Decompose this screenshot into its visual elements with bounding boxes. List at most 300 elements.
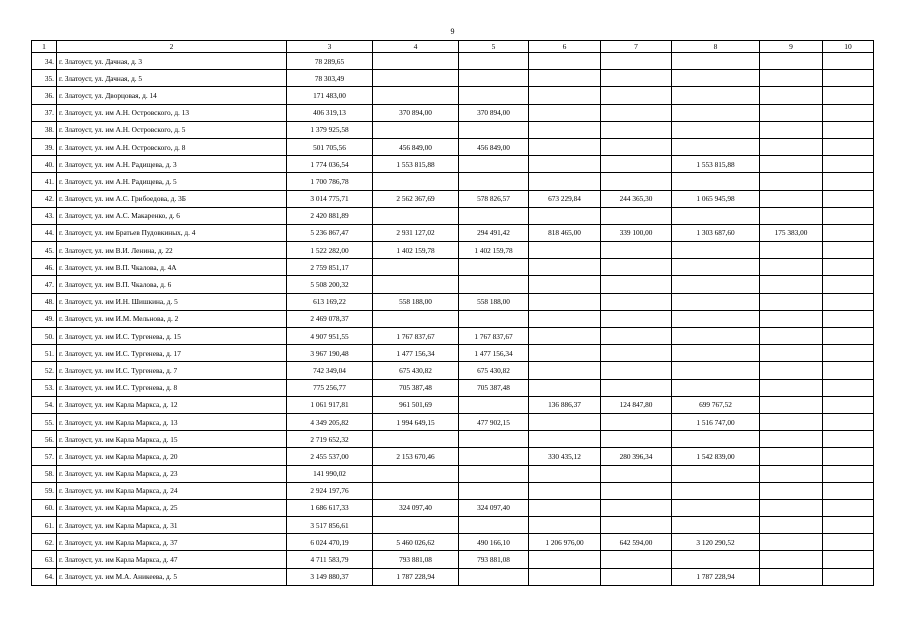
- value-cell: [529, 276, 601, 293]
- table-row: [32, 156, 874, 173]
- value-cell: 324 097,40: [373, 499, 459, 516]
- table-row: [32, 259, 874, 276]
- value-cell: [601, 293, 672, 310]
- value-cell: [529, 156, 601, 173]
- value-cell: [529, 207, 601, 224]
- value-cell: [760, 534, 823, 551]
- table-row: [32, 104, 874, 121]
- value-cell: [760, 242, 823, 259]
- value-cell: [529, 328, 601, 345]
- table-row: [32, 310, 874, 327]
- row-number-cell: 44.: [32, 224, 57, 241]
- value-cell: [760, 190, 823, 207]
- row-number-cell: 47.: [32, 276, 57, 293]
- value-cell: [672, 138, 760, 155]
- value-cell: [672, 310, 760, 327]
- table-row: [32, 138, 874, 155]
- row-number-cell: 63.: [32, 551, 57, 568]
- value-cell: [459, 87, 529, 104]
- value-cell: [459, 431, 529, 448]
- value-cell: 818 465,00: [529, 224, 601, 241]
- address-cell: г. Златоуст, ул. им И.С. Тургенева, д. 8: [57, 379, 287, 396]
- value-cell: [601, 87, 672, 104]
- value-cell: [672, 465, 760, 482]
- value-cell: [672, 121, 760, 138]
- value-cell: [672, 551, 760, 568]
- table-row: [32, 70, 874, 87]
- address-cell: г. Златоуст, ул. им И.Н. Шишкина, д. 5: [57, 293, 287, 310]
- value-cell: [760, 53, 823, 70]
- row-number-cell: 61.: [32, 517, 57, 534]
- value-cell: [373, 207, 459, 224]
- page-number: 9: [450, 27, 455, 36]
- value-cell: 558 188,00: [373, 293, 459, 310]
- value-cell: 705 387,48: [459, 379, 529, 396]
- value-cell: [823, 568, 874, 585]
- value-cell: 490 166,10: [459, 534, 529, 551]
- value-cell: [760, 207, 823, 224]
- value-cell: 3 967 190,48: [287, 345, 373, 362]
- value-cell: [601, 328, 672, 345]
- table-row: [32, 396, 874, 413]
- address-cell: г. Златоуст, ул. им И.С. Тургенева, д. 15: [57, 328, 287, 345]
- value-cell: 456 849,00: [459, 138, 529, 155]
- value-cell: [373, 121, 459, 138]
- address-cell: г. Златоуст, ул. им Карла Маркса, д. 12: [57, 396, 287, 413]
- value-cell: 961 501,69: [373, 396, 459, 413]
- address-cell: г. Златоуст, ул. Дворцовая, д. 14: [57, 87, 287, 104]
- value-cell: 642 594,00: [601, 534, 672, 551]
- value-cell: [601, 70, 672, 87]
- value-cell: [672, 431, 760, 448]
- value-cell: [823, 499, 874, 516]
- value-cell: 1 065 945,98: [672, 190, 760, 207]
- value-cell: 775 256,77: [287, 379, 373, 396]
- table-row: [32, 207, 874, 224]
- value-cell: 175 383,00: [760, 224, 823, 241]
- value-cell: [373, 276, 459, 293]
- value-cell: [373, 310, 459, 327]
- column-header-5: 5: [459, 41, 529, 53]
- value-cell: [760, 156, 823, 173]
- value-cell: [459, 396, 529, 413]
- value-cell: 699 767,52: [672, 396, 760, 413]
- value-cell: 330 435,12: [529, 448, 601, 465]
- value-cell: [459, 259, 529, 276]
- address-cell: г. Златоуст, ул. Дачная, д. 5: [57, 70, 287, 87]
- address-cell: г. Златоуст, ул. им И.С. Тургенева, д. 17: [57, 345, 287, 362]
- value-cell: [672, 104, 760, 121]
- value-cell: [601, 482, 672, 499]
- value-cell: [672, 259, 760, 276]
- address-cell: г. Златоуст, ул. им В.П. Чкалова, д. 6: [57, 276, 287, 293]
- value-cell: 705 387,48: [373, 379, 459, 396]
- value-cell: 1 303 687,60: [672, 224, 760, 241]
- value-cell: [373, 517, 459, 534]
- row-number-cell: 41.: [32, 173, 57, 190]
- value-cell: [459, 448, 529, 465]
- table-row: [32, 499, 874, 516]
- value-cell: [823, 156, 874, 173]
- value-cell: 1 542 839,00: [672, 448, 760, 465]
- value-cell: [529, 482, 601, 499]
- value-cell: [601, 362, 672, 379]
- row-number-cell: 60.: [32, 499, 57, 516]
- value-cell: [601, 465, 672, 482]
- value-cell: [529, 121, 601, 138]
- value-cell: [823, 379, 874, 396]
- value-cell: [672, 70, 760, 87]
- column-header-3: 3: [287, 41, 373, 53]
- value-cell: [601, 551, 672, 568]
- value-cell: [373, 87, 459, 104]
- table-row: [32, 328, 874, 345]
- value-cell: 477 902,15: [459, 413, 529, 430]
- value-cell: 1 994 649,15: [373, 413, 459, 430]
- row-number-cell: 35.: [32, 70, 57, 87]
- value-cell: [601, 121, 672, 138]
- value-cell: [529, 70, 601, 87]
- value-cell: [529, 173, 601, 190]
- value-cell: [672, 242, 760, 259]
- address-cell: г. Златоуст, ул. им А.Н. Радищева, д. 5: [57, 173, 287, 190]
- table-row: [32, 242, 874, 259]
- value-cell: [601, 568, 672, 585]
- row-number-cell: 46.: [32, 259, 57, 276]
- value-cell: [529, 87, 601, 104]
- table-row: [32, 345, 874, 362]
- value-cell: [760, 396, 823, 413]
- address-cell: г. Златоуст, ул. им Карла Маркса, д. 25: [57, 499, 287, 516]
- value-cell: [823, 345, 874, 362]
- value-cell: [601, 53, 672, 70]
- table-row: [32, 190, 874, 207]
- value-cell: [373, 259, 459, 276]
- column-header-6: 6: [529, 41, 601, 53]
- table-row: [32, 568, 874, 585]
- value-cell: [529, 379, 601, 396]
- value-cell: 1 402 159,78: [459, 242, 529, 259]
- value-cell: 501 705,56: [287, 138, 373, 155]
- table-row: [32, 482, 874, 499]
- value-cell: [760, 551, 823, 568]
- value-cell: 675 430,82: [373, 362, 459, 379]
- value-cell: [529, 431, 601, 448]
- table-row: [32, 276, 874, 293]
- address-cell: г. Златоуст, ул. им А.Н. Островского, д. 13: [57, 104, 287, 121]
- row-number-cell: 55.: [32, 413, 57, 430]
- value-cell: [823, 517, 874, 534]
- column-header-9: 9: [760, 41, 823, 53]
- value-cell: 244 365,30: [601, 190, 672, 207]
- address-cell: г. Златоуст, ул. им А.Н. Островского, д. 8: [57, 138, 287, 155]
- row-number-cell: 48.: [32, 293, 57, 310]
- row-number-cell: 54.: [32, 396, 57, 413]
- value-cell: 742 349,04: [287, 362, 373, 379]
- value-cell: 1 686 617,33: [287, 499, 373, 516]
- value-cell: [672, 362, 760, 379]
- value-cell: [373, 482, 459, 499]
- table-row: [32, 121, 874, 138]
- value-cell: 4 349 205,82: [287, 413, 373, 430]
- value-cell: 78 289,65: [287, 53, 373, 70]
- row-number-cell: 59.: [32, 482, 57, 499]
- table-row: [32, 173, 874, 190]
- value-cell: [823, 396, 874, 413]
- value-cell: [823, 551, 874, 568]
- value-cell: 1 477 156,34: [373, 345, 459, 362]
- column-header-8: 8: [672, 41, 760, 53]
- value-cell: 2 153 670,46: [373, 448, 459, 465]
- value-cell: [760, 293, 823, 310]
- value-cell: [823, 328, 874, 345]
- value-cell: 1 477 156,34: [459, 345, 529, 362]
- value-cell: 2 562 367,69: [373, 190, 459, 207]
- table-body: [32, 53, 874, 586]
- value-cell: [529, 259, 601, 276]
- value-cell: [672, 293, 760, 310]
- value-cell: [529, 138, 601, 155]
- column-header-4: 4: [373, 41, 459, 53]
- value-cell: [529, 499, 601, 516]
- table-row: [32, 551, 874, 568]
- table-row: [32, 413, 874, 430]
- value-cell: 171 483,00: [287, 87, 373, 104]
- value-cell: [601, 499, 672, 516]
- row-number-cell: 42.: [32, 190, 57, 207]
- value-cell: 1 206 976,00: [529, 534, 601, 551]
- value-cell: [672, 53, 760, 70]
- value-cell: 136 886,37: [529, 396, 601, 413]
- value-cell: 1 787 228,94: [672, 568, 760, 585]
- value-cell: [823, 242, 874, 259]
- value-cell: 406 319,13: [287, 104, 373, 121]
- value-cell: 370 894,00: [373, 104, 459, 121]
- value-cell: [459, 121, 529, 138]
- table-row: [32, 53, 874, 70]
- table-row: [32, 293, 874, 310]
- value-cell: 5 460 026,62: [373, 534, 459, 551]
- value-cell: [823, 70, 874, 87]
- value-cell: [601, 104, 672, 121]
- value-cell: [823, 465, 874, 482]
- value-cell: [529, 310, 601, 327]
- value-cell: [601, 276, 672, 293]
- value-cell: [672, 276, 760, 293]
- value-cell: [823, 259, 874, 276]
- value-cell: [373, 465, 459, 482]
- address-cell: г. Златоуст, ул. им Карла Маркса, д. 24: [57, 482, 287, 499]
- row-number-cell: 56.: [32, 431, 57, 448]
- value-cell: 339 100,00: [601, 224, 672, 241]
- value-cell: [672, 379, 760, 396]
- address-cell: г. Златоуст, ул. им А.Н. Островского, д. 5: [57, 121, 287, 138]
- address-cell: г. Златоуст, ул. им И.М. Мельнова, д. 2: [57, 310, 287, 327]
- value-cell: [823, 293, 874, 310]
- address-cell: г. Златоуст, ул. им И.С. Тургенева, д. 7: [57, 362, 287, 379]
- value-cell: [760, 87, 823, 104]
- value-cell: [601, 379, 672, 396]
- value-cell: 558 188,00: [459, 293, 529, 310]
- address-cell: г. Златоуст, ул. им В.П. Чкалова, д. 4А: [57, 259, 287, 276]
- value-cell: [760, 138, 823, 155]
- value-cell: 673 229,84: [529, 190, 601, 207]
- value-cell: [529, 242, 601, 259]
- value-cell: 2 924 197,76: [287, 482, 373, 499]
- value-cell: [760, 568, 823, 585]
- value-cell: 141 990,02: [287, 465, 373, 482]
- value-cell: [760, 259, 823, 276]
- value-cell: [459, 156, 529, 173]
- value-cell: 1 553 815,88: [672, 156, 760, 173]
- table-header-row: [32, 41, 874, 53]
- value-cell: 1 379 925,58: [287, 121, 373, 138]
- address-cell: г. Златоуст, ул. им Карла Маркса, д. 23: [57, 465, 287, 482]
- row-number-cell: 64.: [32, 568, 57, 585]
- table-row: [32, 517, 874, 534]
- column-header-1: 1: [32, 41, 57, 53]
- row-number-cell: 39.: [32, 138, 57, 155]
- value-cell: [760, 431, 823, 448]
- value-cell: [823, 431, 874, 448]
- row-number-cell: 37.: [32, 104, 57, 121]
- value-cell: 3 517 856,61: [287, 517, 373, 534]
- value-cell: [672, 345, 760, 362]
- value-cell: 613 169,22: [287, 293, 373, 310]
- table-row: [32, 448, 874, 465]
- row-number-cell: 38.: [32, 121, 57, 138]
- value-cell: [529, 413, 601, 430]
- row-number-cell: 51.: [32, 345, 57, 362]
- value-cell: [760, 328, 823, 345]
- address-cell: г. Златоуст, ул. им Карла Маркса, д. 31: [57, 517, 287, 534]
- value-cell: [459, 517, 529, 534]
- value-cell: [760, 379, 823, 396]
- value-cell: [823, 173, 874, 190]
- value-cell: 675 430,82: [459, 362, 529, 379]
- value-cell: 2 420 881,89: [287, 207, 373, 224]
- value-cell: [601, 517, 672, 534]
- column-header-10: 10: [823, 41, 874, 53]
- address-cell: г. Златоуст, ул. им Карла Маркса, д. 20: [57, 448, 287, 465]
- value-cell: [529, 568, 601, 585]
- value-cell: [672, 87, 760, 104]
- value-cell: [601, 259, 672, 276]
- value-cell: 4 711 583,79: [287, 551, 373, 568]
- value-cell: 1 787 228,94: [373, 568, 459, 585]
- value-cell: 1 402 159,78: [373, 242, 459, 259]
- value-cell: 1 516 747,00: [672, 413, 760, 430]
- value-cell: [823, 87, 874, 104]
- value-cell: [760, 465, 823, 482]
- value-cell: 793 881,08: [459, 551, 529, 568]
- row-number-cell: 52.: [32, 362, 57, 379]
- value-cell: 1 553 815,88: [373, 156, 459, 173]
- value-cell: [760, 448, 823, 465]
- value-cell: [601, 345, 672, 362]
- value-cell: [672, 499, 760, 516]
- value-cell: [601, 173, 672, 190]
- value-cell: [529, 465, 601, 482]
- value-cell: 3 120 290,52: [672, 534, 760, 551]
- value-cell: 1 061 917,81: [287, 396, 373, 413]
- value-cell: [459, 173, 529, 190]
- value-cell: [601, 156, 672, 173]
- table-row: [32, 362, 874, 379]
- value-cell: [760, 70, 823, 87]
- value-cell: 370 894,00: [459, 104, 529, 121]
- value-cell: [373, 431, 459, 448]
- value-cell: [601, 310, 672, 327]
- table-row: [32, 87, 874, 104]
- value-cell: [459, 276, 529, 293]
- value-cell: 4 907 951,55: [287, 328, 373, 345]
- value-cell: 1 767 837,67: [459, 328, 529, 345]
- value-cell: [373, 173, 459, 190]
- value-cell: [459, 310, 529, 327]
- value-cell: 324 097,40: [459, 499, 529, 516]
- value-cell: [529, 104, 601, 121]
- address-cell: г. Златоуст, ул. им Карла Маркса, д. 15: [57, 431, 287, 448]
- value-cell: 78 303,49: [287, 70, 373, 87]
- value-cell: [823, 534, 874, 551]
- value-cell: [529, 345, 601, 362]
- value-cell: [459, 70, 529, 87]
- row-number-cell: 40.: [32, 156, 57, 173]
- address-cell: г. Златоуст, ул. им М.А. Аникеева, д. 5: [57, 568, 287, 585]
- value-cell: 456 849,00: [373, 138, 459, 155]
- value-cell: [823, 224, 874, 241]
- row-number-cell: 62.: [32, 534, 57, 551]
- value-cell: 3 149 880,37: [287, 568, 373, 585]
- table-row: [32, 379, 874, 396]
- value-cell: 2 759 851,17: [287, 259, 373, 276]
- address-cell: г. Златоуст, ул. им Карла Маркса, д. 37: [57, 534, 287, 551]
- value-cell: [459, 53, 529, 70]
- value-cell: 1 700 786,78: [287, 173, 373, 190]
- value-cell: 2 931 127,02: [373, 224, 459, 241]
- row-number-cell: 49.: [32, 310, 57, 327]
- value-cell: [823, 310, 874, 327]
- value-cell: 280 396,34: [601, 448, 672, 465]
- value-cell: 3 014 775,71: [287, 190, 373, 207]
- value-cell: [760, 362, 823, 379]
- value-cell: [601, 138, 672, 155]
- value-cell: 2 455 537,00: [287, 448, 373, 465]
- value-cell: [459, 482, 529, 499]
- value-cell: [760, 173, 823, 190]
- address-cell: г. Златоуст, ул. им А.Н. Радищева, д. 3: [57, 156, 287, 173]
- value-cell: [823, 207, 874, 224]
- value-cell: [760, 482, 823, 499]
- value-cell: 2 719 652,32: [287, 431, 373, 448]
- value-cell: [823, 362, 874, 379]
- value-cell: [672, 207, 760, 224]
- value-cell: [529, 517, 601, 534]
- value-cell: [760, 104, 823, 121]
- value-cell: 6 024 470,19: [287, 534, 373, 551]
- value-cell: 5 508 200,32: [287, 276, 373, 293]
- row-number-cell: 36.: [32, 87, 57, 104]
- row-number-cell: 34.: [32, 53, 57, 70]
- value-cell: [601, 242, 672, 259]
- value-cell: [601, 431, 672, 448]
- value-cell: [760, 121, 823, 138]
- value-cell: [760, 517, 823, 534]
- value-cell: [760, 345, 823, 362]
- column-header-2: 2: [57, 41, 287, 53]
- value-cell: [601, 413, 672, 430]
